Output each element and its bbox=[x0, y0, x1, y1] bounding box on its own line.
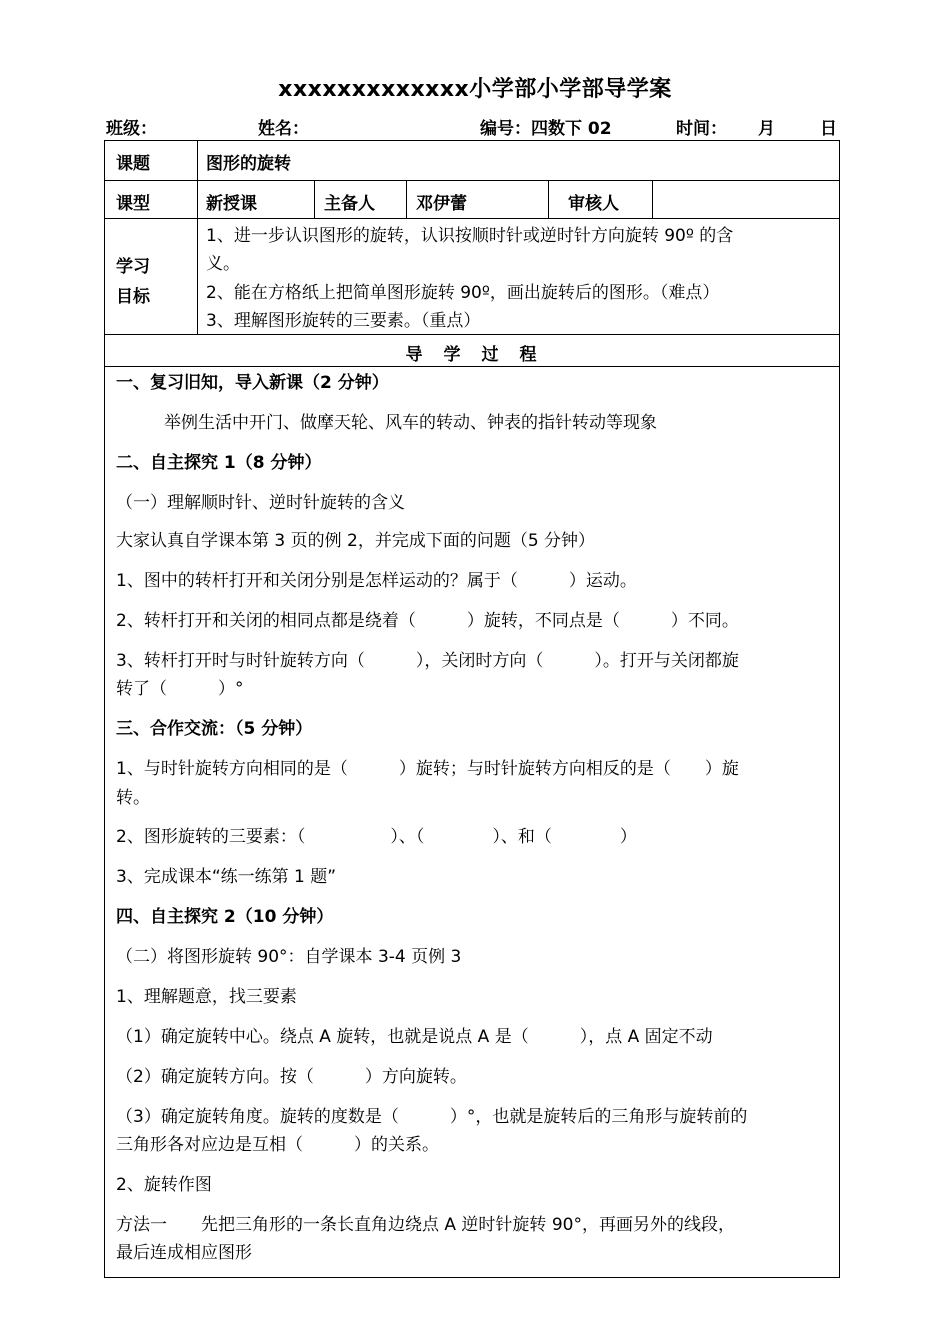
name-label: 姓名： bbox=[258, 119, 309, 139]
question-line: （3）确定旋转角度。旋转的度数是（ ）°，也就是旋转后的三角形与旋转前的 bbox=[116, 1107, 748, 1127]
col-divider bbox=[406, 180, 407, 218]
objective-line: 义。 bbox=[206, 254, 240, 274]
time-label: 时间： bbox=[676, 119, 727, 139]
page-title: xxxxxxxxxxxxx小学部小学部导学案 bbox=[278, 77, 672, 102]
body-line: （二）将图形旋转 90°：自学课本 3-4 页例 3 bbox=[116, 947, 462, 967]
question-line: 转了（ ）° bbox=[116, 679, 244, 699]
row-divider bbox=[104, 218, 840, 219]
class-label: 班级： bbox=[106, 119, 157, 139]
body-line: 最后连成相应图形 bbox=[116, 1243, 252, 1263]
question-line: 三角形各对应边是互相（ ）的关系。 bbox=[116, 1135, 439, 1155]
question-line: 转。 bbox=[116, 788, 150, 808]
question-line: 1、与时针旋转方向相同的是（ ）旋转；与时针旋转方向相反的是（ ）旋 bbox=[116, 759, 739, 779]
section-heading: 一、复习旧知，导入新课（2 分钟） bbox=[116, 373, 389, 393]
day-label: 日 bbox=[820, 119, 837, 139]
question-line: （1）确定旋转中心。绕点 A 旋转，也就是说点 A 是（ ），点 A 固定不动 bbox=[116, 1027, 713, 1047]
objective-line: 1、进一步认识图形的旋转，认识按顺时针或逆时针方向旋转 90º 的含 bbox=[206, 226, 734, 246]
objective-line: 3、理解图形旋转的三要素。（重点） bbox=[206, 311, 481, 331]
preparer-label: 主备人 bbox=[324, 194, 375, 214]
type-label: 课型 bbox=[116, 194, 150, 214]
reviewer-label: 审核人 bbox=[568, 194, 619, 214]
number-label: 编号：四数下 02 bbox=[480, 119, 612, 139]
question-line: 2、转杆打开和关闭的相同点都是绕着（ ）旋转，不同点是（ ）不同。 bbox=[116, 611, 739, 631]
body-line: 1、理解题意，找三要素 bbox=[116, 987, 297, 1007]
body-line: （一）理解顺时针、逆时针旋转的含义 bbox=[116, 493, 405, 513]
preparer-value: 邓伊蕾 bbox=[416, 194, 467, 214]
row-divider bbox=[104, 180, 840, 181]
question-line: （2）确定旋转方向。按（ ）方向旋转。 bbox=[116, 1067, 467, 1087]
section-heading: 四、自主探究 2（10 分钟） bbox=[116, 907, 334, 927]
body-line: 举例生活中开门、做摩天轮、风车的转动、钟表的指针转动等现象 bbox=[164, 413, 657, 433]
col-divider bbox=[548, 180, 549, 218]
question-line: 2、图形旋转的三要素：（ ）、（ ）、和（ ） bbox=[116, 827, 637, 847]
month-label: 月 bbox=[758, 119, 775, 139]
objectives-label-1: 学习 bbox=[116, 257, 150, 277]
col-divider bbox=[314, 180, 315, 218]
row-divider bbox=[104, 366, 840, 367]
topic-label: 课题 bbox=[116, 154, 150, 174]
topic-value: 图形的旋转 bbox=[206, 154, 291, 174]
section-heading: 三、合作交流：（5 分钟） bbox=[116, 719, 313, 739]
process-header: 导 学 过 程 bbox=[405, 345, 539, 365]
question-line: 1、图中的转杆打开和关闭分别是怎样运动的？属于（ ）运动。 bbox=[116, 571, 637, 591]
body-line: 2、旋转作图 bbox=[116, 1175, 212, 1195]
question-line: 3、转杆打开时与时针旋转方向（ ），关闭时方向（ ）。打开与关闭都旋 bbox=[116, 651, 739, 671]
section-heading: 二、自主探究 1（8 分钟） bbox=[116, 453, 322, 473]
objective-line: 2、能在方格纸上把简单图形旋转 90º，画出旋转后的图形。（难点） bbox=[206, 283, 720, 303]
type-value: 新授课 bbox=[206, 194, 257, 214]
body-line: 大家认真自学课本第 3 页的例 2，并完成下面的问题（5 分钟） bbox=[116, 531, 596, 551]
col-divider bbox=[197, 140, 198, 334]
body-line: 方法一 先把三角形的一条长直角边绕点 A 逆时针旋转 90°，再画另外的线段， bbox=[116, 1215, 735, 1235]
question-line: 3、完成课本“练一练第 1 题” bbox=[116, 867, 337, 887]
objectives-label-2: 目标 bbox=[116, 287, 150, 307]
col-divider bbox=[652, 180, 653, 218]
